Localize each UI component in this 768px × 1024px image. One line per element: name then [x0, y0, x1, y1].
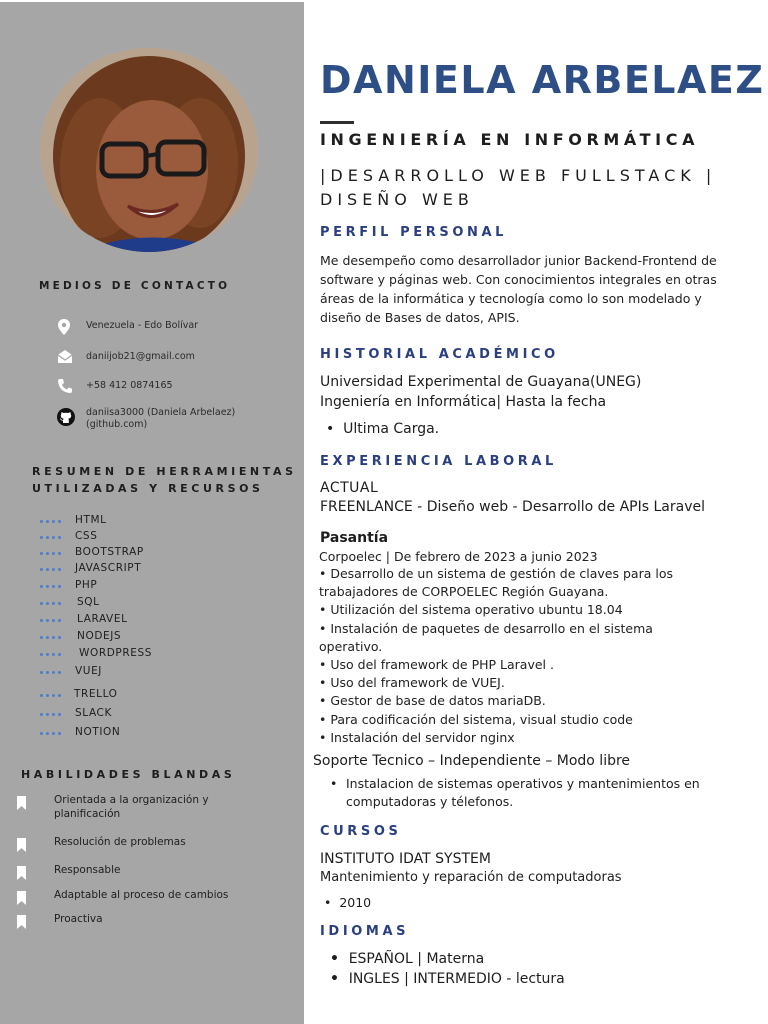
contact-email[interactable]: daniijob21@gmail.com: [86, 351, 195, 362]
level-dot: [58, 636, 61, 639]
level-dot: [40, 552, 43, 555]
tools-heading: [32, 463, 297, 497]
pasantia-item: • Para codificación del sistema, visual studio code: [319, 711, 633, 727]
level-dot: [40, 602, 43, 605]
level-dot: [40, 585, 43, 588]
bullet-dot: •: [326, 421, 344, 437]
level-dot: [52, 732, 55, 735]
level-dot: [58, 732, 61, 735]
contact-github[interactable]: [86, 407, 235, 431]
pasantia-title: Pasantía: [320, 530, 389, 546]
idioma-text: ESPAÑOL | Materna: [348, 951, 485, 967]
soporte-line-1: Instalacion de sistemas operativos y mantenimientos en: [346, 776, 700, 791]
soft-skill-item: Proactiva: [54, 913, 103, 925]
tool-item: [40, 613, 70, 627]
cursos-heading: CURSOS: [320, 824, 402, 839]
name-divider: [320, 121, 354, 124]
idiomas-heading: IDIOMAS: [320, 924, 410, 939]
bookmark-icon: [17, 890, 26, 909]
level-dot: [46, 568, 49, 571]
academic-bullet-text: Ultima Carga.: [343, 421, 440, 437]
soft-skills-heading: HABILIDADES BLANDAS: [21, 768, 236, 781]
level-dot: [58, 552, 61, 555]
tool-label: SQL: [77, 596, 100, 608]
tool-label: BOOTSTRAP: [75, 546, 144, 558]
level-dot: [40, 671, 43, 674]
tool-item: [40, 579, 70, 593]
tool-label: NOTION: [75, 726, 121, 738]
level-dot: [58, 619, 61, 622]
contact-phone: +58 412 0874165: [86, 380, 173, 391]
pasantia-company: Corpoelec | De febrero de 2023 a junio 2023: [319, 549, 598, 564]
level-dot: [52, 713, 55, 716]
soporte-line-2: computadoras y télefonos.: [346, 794, 514, 809]
level-dot: [46, 552, 49, 555]
bookmark-icon: [17, 837, 26, 856]
pasantia-item: • Instalación del servidor nginx: [319, 729, 515, 745]
tool-level-dots: [40, 732, 70, 735]
pasantia-item: operativo.: [319, 638, 383, 654]
tool-label: TRELLO: [74, 688, 118, 700]
level-dot: [40, 568, 43, 571]
academic-institution: Universidad Experimental de Guayana(UNEG): [320, 374, 642, 390]
level-dot: [46, 671, 49, 674]
level-dot: [58, 653, 61, 656]
level-dot: [40, 653, 43, 656]
candidate-name: DANIELA ARBELAEZ: [320, 58, 765, 102]
tool-item: [40, 726, 70, 740]
level-dot: [58, 585, 61, 588]
tool-level-dots: [40, 520, 70, 523]
bookmark-icon: [17, 865, 26, 884]
level-dot: [58, 602, 61, 605]
github-line-1: daniisa3000 (Daniela Arbelaez): [86, 407, 236, 418]
tool-item: [40, 530, 70, 544]
level-dot: [46, 694, 49, 697]
tool-item: [40, 546, 70, 560]
soporte-bullet: [330, 775, 700, 811]
github-line-2: (github.com): [86, 419, 148, 430]
level-dot: [46, 520, 49, 523]
level-dot: [46, 636, 49, 639]
tool-item: [40, 647, 70, 661]
level-dot: [52, 653, 55, 656]
curso-institution: INSTITUTO IDAT SYSTEM: [320, 851, 491, 867]
location-icon: [57, 319, 71, 335]
curso-year: 2010: [339, 895, 372, 910]
pasantia-item: • Uso del framework de PHP Laravel .: [319, 657, 554, 672]
pasantia-item: • Gestor de base de datos mariaDB.: [319, 693, 546, 709]
contact-heading: MEDIOS DE CONTACTO: [39, 280, 231, 292]
tool-item: [40, 630, 70, 644]
phone-icon: [57, 378, 73, 394]
level-dot: [46, 619, 49, 622]
tool-label: WORDPRESS: [79, 647, 153, 659]
level-dot: [58, 694, 61, 697]
perfil-text: Me desempeño como desarrollador junior Backend-Frontend de software y páginas web. Con conocimientos integrales en otras áreas de la informática y tecnología como lo son modelado y diseño de Bases de datos, APIS.: [320, 253, 717, 325]
soft-skill-item: Adaptable al proceso de cambios: [54, 889, 229, 901]
level-dot: [52, 636, 55, 639]
bullet-dot: •: [330, 776, 338, 791]
tool-level-dots: [40, 602, 70, 605]
pasantia-item: • Instalación de paquetes de desarrollo en el sistema: [319, 620, 653, 636]
level-dot: [52, 671, 55, 674]
pasantia-item: • Uso del framework de VUEJ.: [319, 675, 505, 691]
bookmark-icon: [17, 914, 26, 933]
email-icon: [57, 350, 73, 363]
tool-level-dots: [40, 619, 70, 622]
tool-label: JAVASCRIPT: [75, 562, 142, 574]
soft-skill-item: Responsable: [54, 864, 121, 876]
tool-item: [40, 707, 70, 721]
specialty-line-1: |DESARROLLO WEB FULLSTACK |: [320, 166, 717, 185]
level-dot: [40, 536, 43, 539]
actual-text: FREENLANCE - Diseño web - Desarrollo de APIs Laravel: [320, 499, 705, 515]
tool-level-dots: [40, 694, 70, 697]
soporte-title: Soporte Tecnico – Independiente – Modo libre: [313, 753, 631, 769]
tool-level-dots: [40, 671, 70, 674]
level-dot: [58, 520, 61, 523]
tool-label: LARAVEL: [77, 613, 128, 625]
experiencia-heading: EXPERIENCIA LABORAL: [320, 454, 557, 469]
tool-label: SLACK: [75, 707, 112, 719]
academic-bullet: [326, 421, 439, 437]
soft-skill-item: Orientada a la organización y planificación: [54, 794, 209, 820]
bookmark-icon: [17, 795, 26, 814]
curso-name: Mantenimiento y reparación de computadoras: [320, 870, 622, 885]
academico-heading: HISTORIAL ACADÉMICO: [320, 347, 559, 362]
bullet-dot: •: [330, 971, 349, 987]
pasantia-item: trabajadores de CORPOELEC Región Guayana.: [319, 584, 609, 600]
contact-location: Venezuela - Edo Bolívar: [86, 320, 199, 331]
tool-level-dots: [40, 713, 70, 716]
tool-item: [40, 596, 70, 610]
level-dot: [40, 694, 43, 697]
level-dot: [52, 520, 55, 523]
tool-label: CSS: [75, 530, 98, 542]
avatar: [40, 48, 258, 252]
level-dot: [58, 536, 61, 539]
tools-heading-line-1: RESUMEN DE HERRAMIENTAS: [32, 465, 297, 478]
tool-level-dots: [40, 536, 70, 539]
curso-year-item: [324, 895, 371, 910]
tool-level-dots: [40, 636, 70, 639]
tool-level-dots: [40, 568, 70, 571]
level-dot: [52, 585, 55, 588]
tool-label: VUEJ: [75, 665, 102, 677]
tool-item: [40, 688, 70, 702]
specialty-line-2: DISEÑO WEB: [320, 190, 474, 209]
level-dot: [52, 619, 55, 622]
tool-label: PHP: [75, 579, 98, 591]
level-dot: [52, 536, 55, 539]
actual-label: ACTUAL: [320, 480, 379, 496]
degree-title: INGENIERÍA EN INFORMÁTICA: [320, 130, 700, 149]
academic-program: Ingeniería en Informática| Hasta la fecha: [320, 394, 607, 410]
level-dot: [46, 602, 49, 605]
level-dot: [40, 713, 43, 716]
level-dot: [52, 568, 55, 571]
level-dot: [46, 585, 49, 588]
soft-skill-item: Resolución de problemas: [54, 836, 186, 848]
tool-level-dots: [40, 585, 70, 588]
idioma-text: INGLES | INTERMEDIO - lectura: [348, 971, 565, 987]
tool-level-dots: [40, 653, 70, 656]
tool-level-dots: [40, 552, 70, 555]
level-dot: [58, 671, 61, 674]
level-dot: [46, 653, 49, 656]
idioma-item: [330, 951, 484, 967]
perfil-heading: PERFIL PERSONAL: [320, 225, 508, 240]
tool-item: [40, 665, 70, 679]
pasantia-item: • Utilización del sistema operativo ubuntu 18.04: [319, 602, 623, 618]
bullet-dot: •: [324, 895, 340, 910]
level-dot: [58, 568, 61, 571]
level-dot: [46, 713, 49, 716]
level-dot: [52, 602, 55, 605]
idioma-item: [330, 971, 565, 987]
tool-label: NODEJS: [77, 630, 122, 642]
github-icon: [57, 408, 75, 426]
level-dot: [52, 694, 55, 697]
level-dot: [46, 732, 49, 735]
level-dot: [52, 552, 55, 555]
level-dot: [46, 536, 49, 539]
tool-item: [40, 514, 70, 528]
level-dot: [40, 619, 43, 622]
level-dot: [40, 520, 43, 523]
pasantia-item: • Desarrollo de un sistema de gestión de claves para los: [319, 566, 673, 581]
level-dot: [40, 732, 43, 735]
level-dot: [40, 636, 43, 639]
tools-heading-line-2: UTILIZADAS Y RECURSOS: [32, 482, 264, 495]
tool-label: HTML: [75, 514, 107, 526]
tool-item: [40, 562, 70, 576]
bullet-dot: •: [330, 951, 349, 967]
level-dot: [58, 713, 61, 716]
